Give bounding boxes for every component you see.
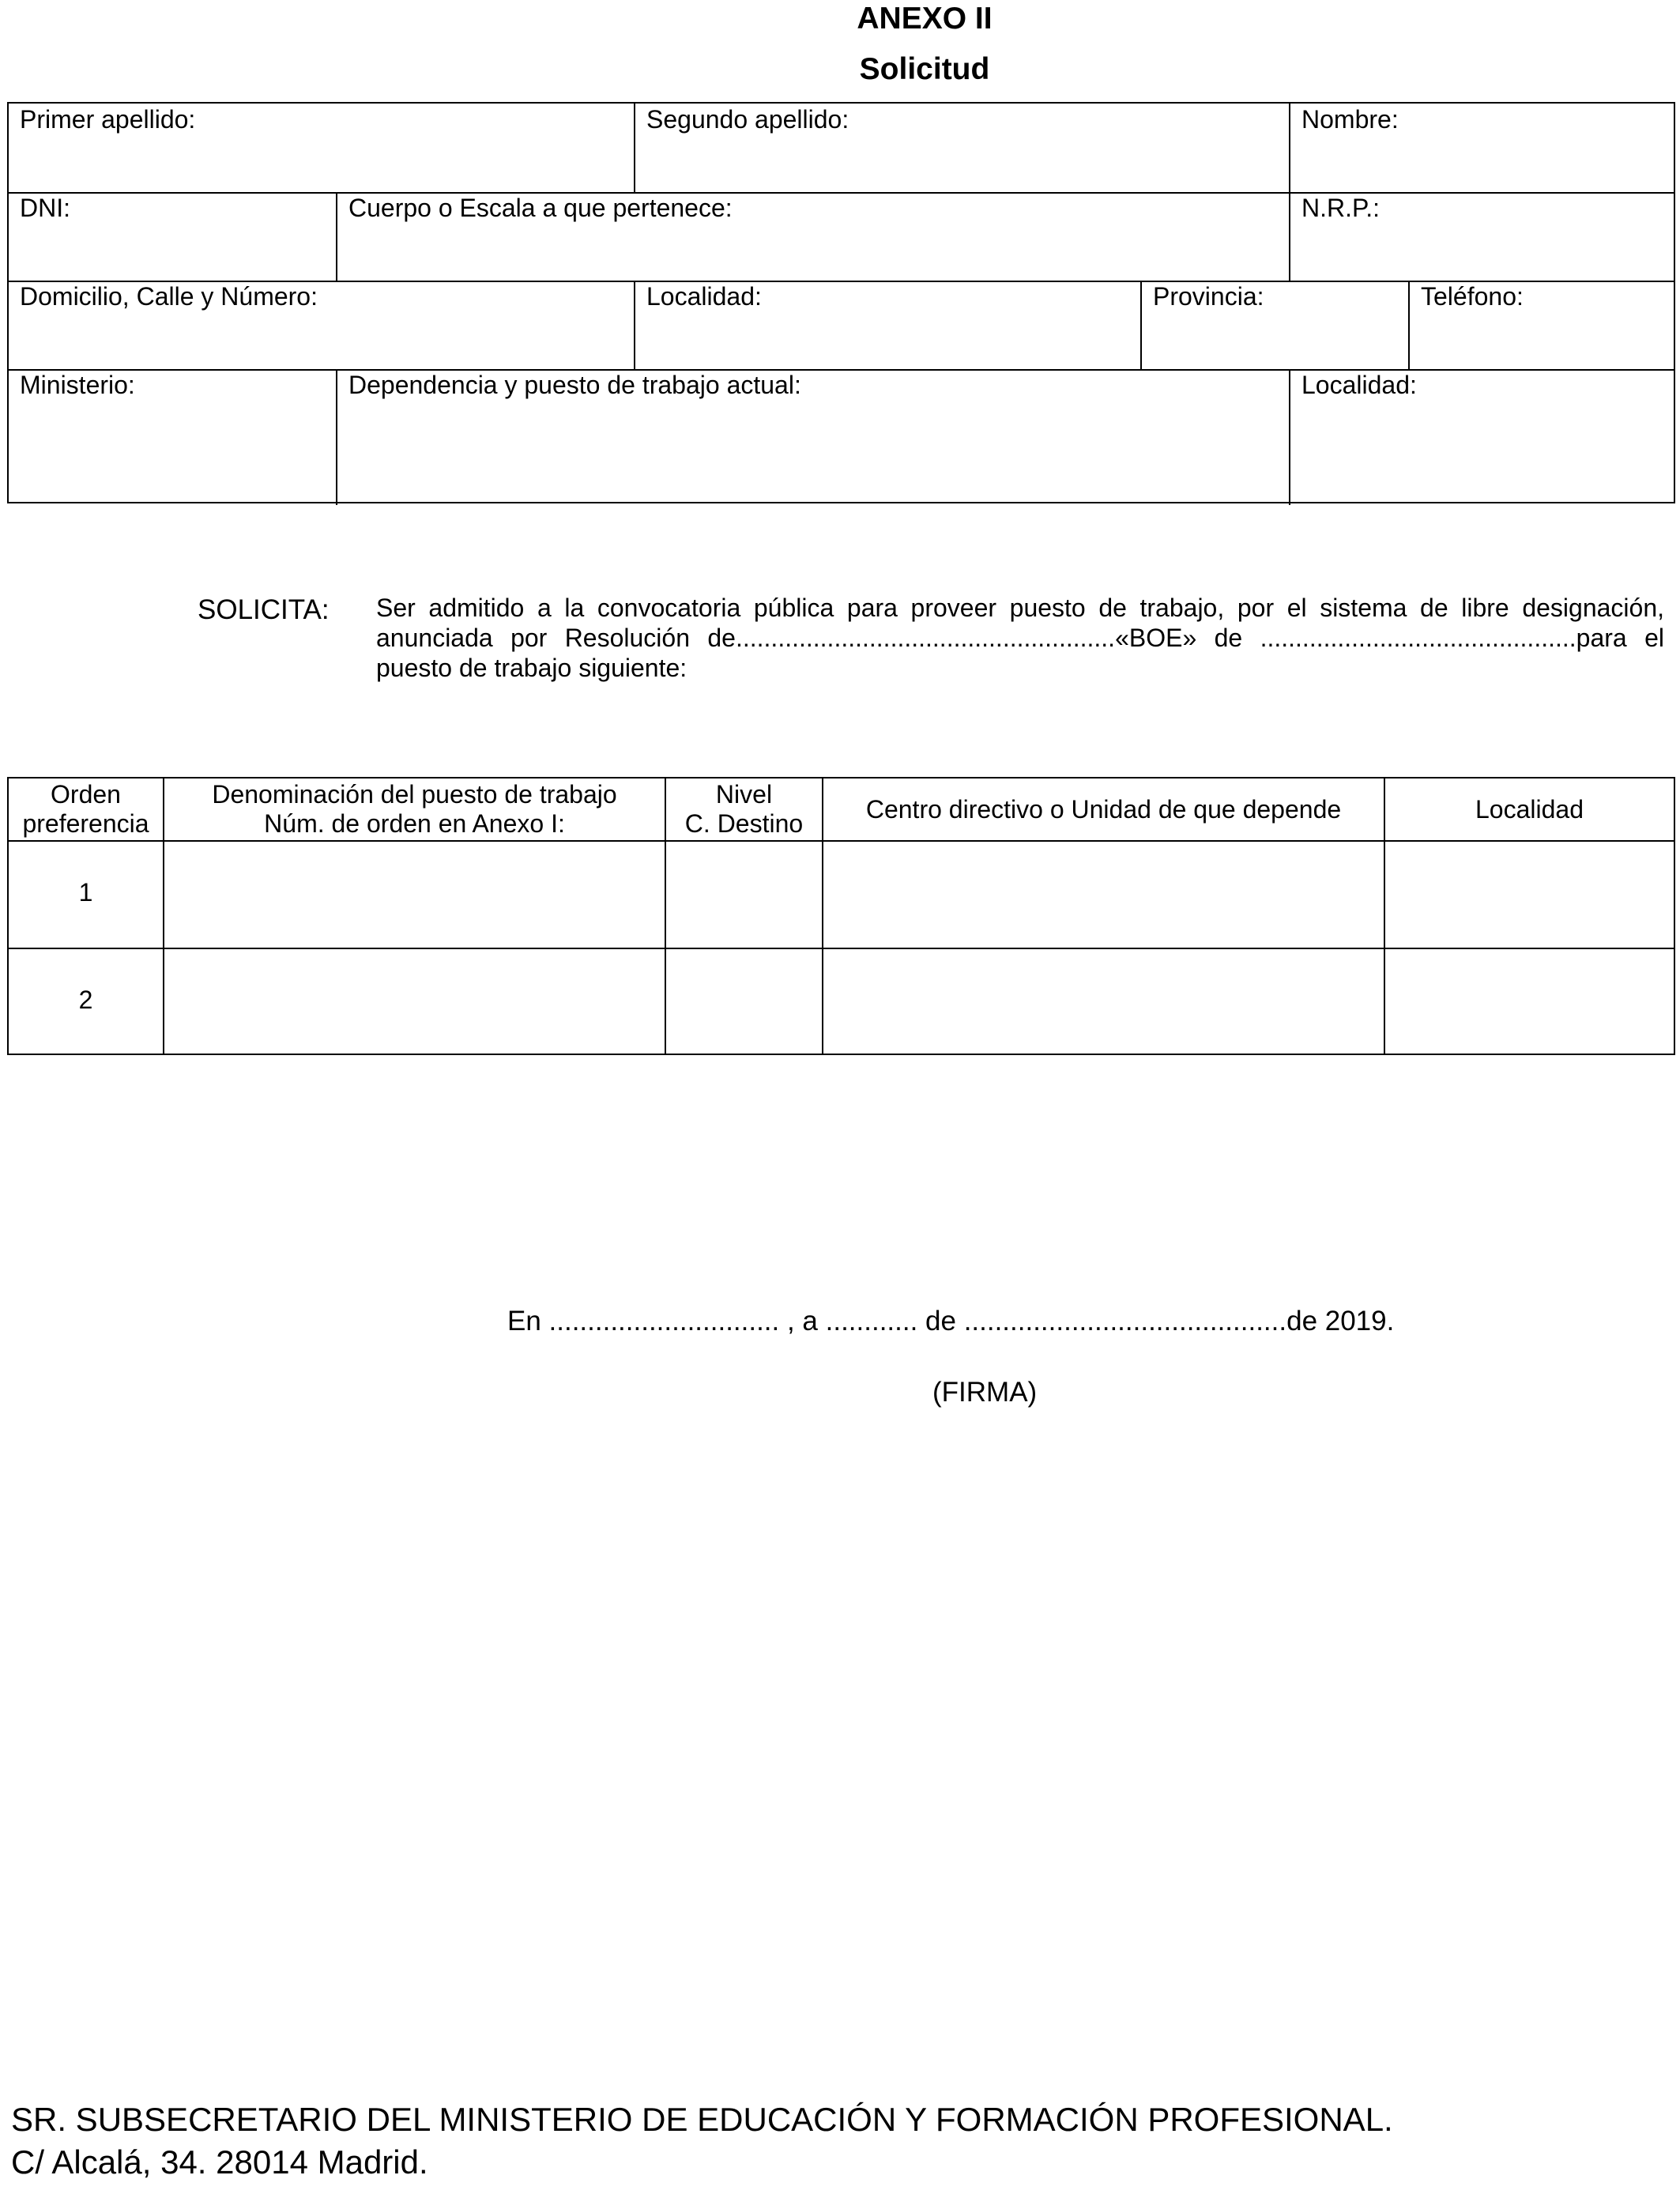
header-denominacion: Denominación del puesto de trabajo Núm. de orden en Anexo I: [212,780,617,838]
segundo-apellido-field[interactable]: Segundo apellido: [646,105,849,134]
annex-title: ANEXO II [857,2,993,36]
header-localidad: Localidad [1475,794,1584,824]
telefono-field[interactable]: Teléfono: [1421,282,1524,311]
provincia-field[interactable]: Provincia: [1153,282,1264,311]
primer-apellido-field[interactable]: Primer apellido: [20,105,196,134]
localidad-trabajo-field[interactable]: Localidad: [1301,371,1417,399]
form-title: Solicitud [859,52,990,86]
addressee-line: SR. SUBSECRETARIO DEL MINISTERIO DE EDUCACIÓN Y FORMACIÓN PROFESIONAL. [11,2101,1393,2138]
nrp-field[interactable]: N.R.P.: [1301,194,1380,222]
table-row-2-orden: 2 [78,986,93,1014]
address-line: C/ Alcalá, 34. 28014 Madrid. [11,2143,428,2181]
nombre-field[interactable]: Nombre: [1301,105,1399,134]
personal-data-table [7,102,1675,503]
ministerio-field[interactable]: Ministerio: [20,371,135,399]
domicilio-field[interactable]: Domicilio, Calle y Número: [20,282,318,311]
solicita-label: SOLICITA: [198,594,330,625]
solicita-text: Ser admitido a la convocatoria pública para proveer puesto de trabajo, por el sistema de libre designación, anunciada por Resolución de......................................................«BOE» de .............................................para el puesto de trabajo siguiente: [376,594,1664,682]
date-line: En .............................. , a ............ de ..........................................de 2019. [507,1306,1395,1336]
firma-label: (FIRMA) [932,1377,1038,1408]
header-nivel: Nivel C. Destino [684,780,804,838]
header-orden-preferencia: Orden preferencia [22,780,149,838]
positions-table [7,777,1675,1055]
dependencia-field[interactable]: Dependencia y puesto de trabajo actual: [348,371,801,399]
cuerpo-escala-field[interactable]: Cuerpo o Escala a que pertenece: [348,194,733,222]
table-row-1-orden: 1 [78,878,93,907]
dni-field[interactable]: DNI: [20,194,70,222]
header-centro-directivo: Centro directivo o Unidad de que depende [865,794,1342,824]
localidad-field[interactable]: Localidad: [646,282,762,311]
